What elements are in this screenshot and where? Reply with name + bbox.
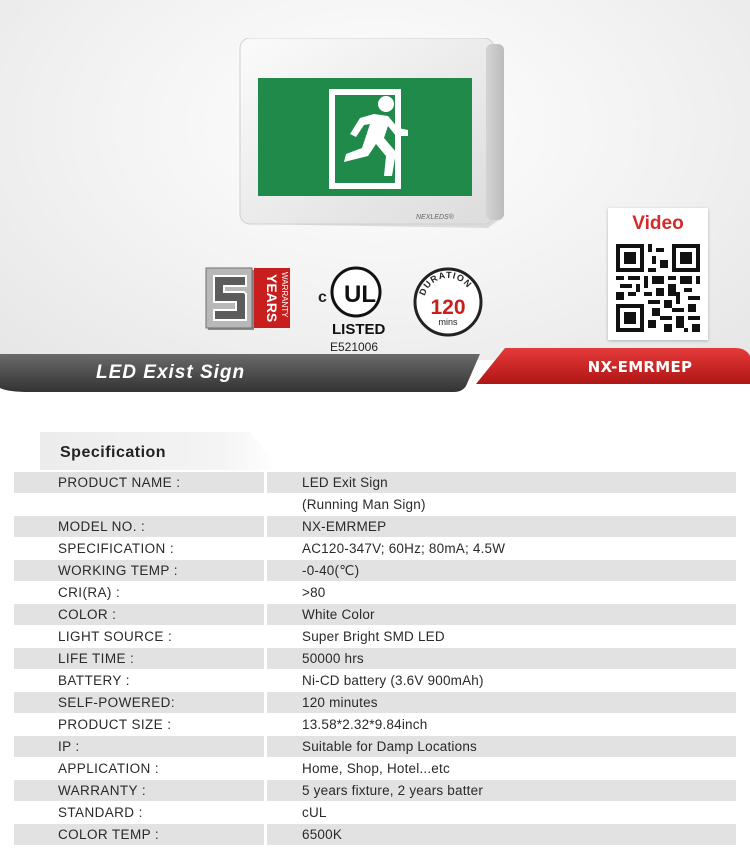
exit-sign-product-image <box>236 38 506 228</box>
spec-label: PRODUCT NAME : <box>14 472 264 493</box>
ul-listed-text: LISTED <box>332 321 386 338</box>
spec-row <box>14 692 736 713</box>
spec-label: IP : <box>14 736 264 757</box>
spec-label: SPECIFICATION : <box>14 538 264 559</box>
spec-label: LIGHT SOURCE : <box>14 626 264 647</box>
spec-value: 13.58*2.32*9.84inch <box>267 714 736 735</box>
spec-row <box>14 604 736 625</box>
spec-value: >80 <box>267 582 736 603</box>
duration-badge <box>412 266 484 338</box>
spec-label: PRODUCT SIZE : <box>14 714 264 735</box>
spec-row <box>14 824 736 845</box>
spec-value: AC120-347V; 60Hz; 80mA; 4.5W <box>267 538 736 559</box>
spec-label: WARRANTY : <box>14 780 264 801</box>
spec-label: STANDARD : <box>14 802 264 823</box>
warranty-word-text: WARRANTY <box>280 272 289 318</box>
ul-listed-badge <box>314 262 394 340</box>
spec-label: COLOR TEMP : <box>14 824 264 845</box>
spec-row <box>14 560 736 581</box>
spec-value: Suitable for Damp Locations <box>267 736 736 757</box>
spec-row <box>14 714 736 735</box>
spec-table <box>14 472 736 846</box>
brand-mark: NEXLEDS® <box>416 214 454 221</box>
spec-value: -0-40(℃) <box>267 560 736 581</box>
duration-value-text: 120 <box>430 296 466 319</box>
ul-file-number: E521006 <box>329 340 379 354</box>
banner-model-number: NX-EMRMEP <box>587 358 693 376</box>
spec-row <box>14 472 736 493</box>
spec-row <box>14 670 736 691</box>
spec-label: MODEL NO. : <box>14 516 264 537</box>
spec-value: 5 years fixture, 2 years batter <box>267 780 736 801</box>
spec-value: 50000 hrs <box>267 648 736 669</box>
spec-row <box>14 780 736 801</box>
spec-label: COLOR : <box>14 604 264 625</box>
duration-word-text: DURATION <box>417 269 475 297</box>
spec-value: NX-EMRMEP <box>267 516 736 537</box>
spec-title: Specification <box>60 444 167 461</box>
video-qr-block[interactable] <box>608 208 708 340</box>
spec-value: (Running Man Sign) <box>267 494 736 515</box>
spec-value: LED Exit Sign <box>267 472 736 493</box>
ul-mark-text: UL <box>344 281 376 308</box>
spec-row <box>14 494 736 515</box>
spec-row <box>14 582 736 603</box>
spec-value: Super Bright SMD LED <box>267 626 736 647</box>
warranty-years-text: YEARS <box>264 274 280 323</box>
spec-label: BATTERY : <box>14 670 264 691</box>
warranty-badge <box>204 264 292 336</box>
spec-row <box>14 802 736 823</box>
spec-row <box>14 648 736 669</box>
spec-label: SELF-POWERED: <box>14 692 264 713</box>
banner-product-title: LED Exist Sign <box>96 362 246 383</box>
spec-label <box>14 494 264 515</box>
spec-value: White Color <box>267 604 736 625</box>
spec-value: Home, Shop, Hotel...etc <box>267 758 736 779</box>
spec-row <box>14 736 736 757</box>
spec-label: LIFE TIME : <box>14 648 264 669</box>
spec-label: APPLICATION : <box>14 758 264 779</box>
spec-value: 6500K <box>267 824 736 845</box>
spec-row <box>14 758 736 779</box>
video-title: Video <box>632 213 684 234</box>
spec-row <box>14 516 736 537</box>
spec-label: CRI(RA) : <box>14 582 264 603</box>
duration-unit-text: mins <box>438 317 458 327</box>
spec-value: 120 minutes <box>267 692 736 713</box>
spec-value: cUL <box>267 802 736 823</box>
ul-c-text: c <box>318 289 327 306</box>
qr-code-icon[interactable] <box>616 244 700 332</box>
spec-value: Ni-CD battery (3.6V 900mAh) <box>267 670 736 691</box>
spec-row <box>14 538 736 559</box>
spec-row <box>14 626 736 647</box>
spec-label: WORKING TEMP : <box>14 560 264 581</box>
